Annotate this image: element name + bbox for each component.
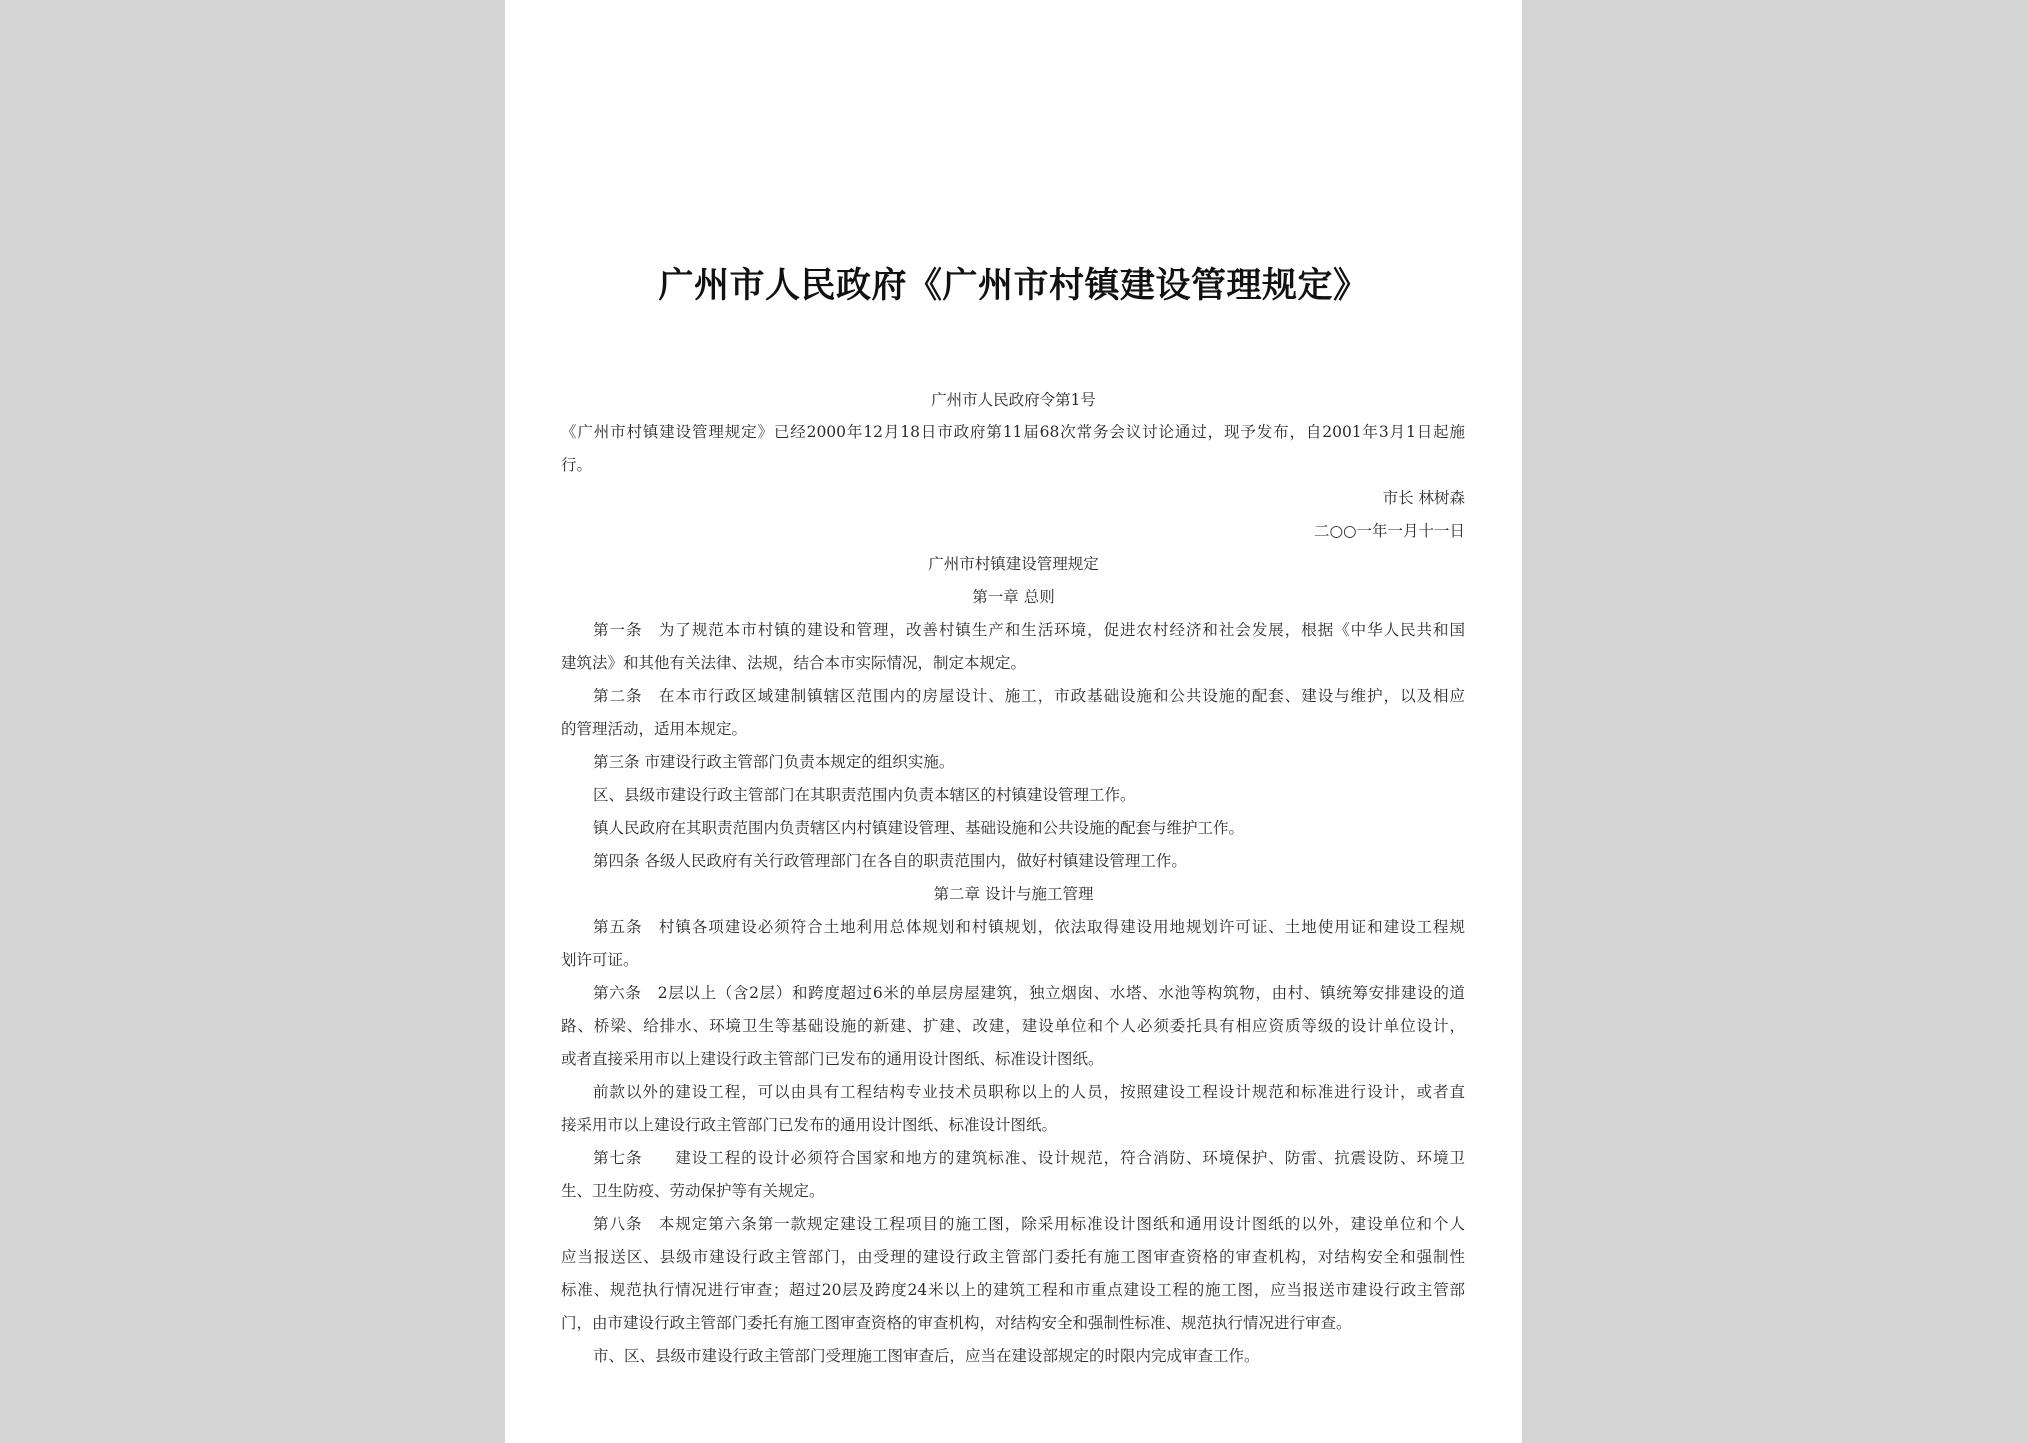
article-line: 第四条 各级人民政府有关行政管理部门在各自的职责范围内，做好村镇建设管理工作。 <box>593 852 1187 870</box>
article-line: 第五条 村镇各项建设必须符合土地利用总体规划和村镇规划，依法取得建设用地规划许可证、土地使用证和建设工程规 <box>593 918 1465 936</box>
article-line: 前款以外的建设工程，可以由具有工程结构专业技术员职称以上的人员，按照建设工程设计规范和标准进行设计，或者直 <box>593 1083 1465 1101</box>
article-line: 第七条 建设工程的设计必须符合国家和地方的建筑标准、设计规范，符合消防、环境保护、防雷、抗震设防、环境卫 <box>593 1149 1465 1167</box>
article-line: 市、区、县级市建设行政主管部门受理施工图审查后，应当在建设部规定的时限内完成审查工作。 <box>593 1347 1260 1365</box>
article-line: 划许可证。 <box>561 951 639 969</box>
article-line: 或者直接采用市以上建设行政主管部门已发布的通用设计图纸、标准设计图纸。 <box>561 1050 1104 1068</box>
article-line: 第一条 为了规范本市村镇的建设和管理，改善村镇生产和生活环境，促进农村经济和社会发展，根据《中华人民共和国 <box>593 621 1465 639</box>
article-line: 门，由市建设行政主管部门委托有施工图审查资格的审查机构，对结构安全和强制性标准、规范执行情况进行审查。 <box>561 1314 1352 1332</box>
issue-date: 二○○一年一月十一日 <box>1313 522 1465 540</box>
article-line: 的管理活动，适用本规定。 <box>561 720 748 738</box>
article-line: 接采用市以上建设行政主管部门已发布的通用设计图纸、标准设计图纸。 <box>561 1116 1058 1134</box>
article-line: 第六条 2层以上（含2层）和跨度超过6米的单层房屋建筑，独立烟囱、水塔、水池等构筑物，由村、镇统筹安排建设的道 <box>593 984 1465 1002</box>
signature: 市长 林树森 <box>1382 489 1465 507</box>
article-line: 第二条 在本市行政区域建制镇辖区范围内的房屋设计、施工，市政基础设施和公共设施的配套、建设与维护，以及相应 <box>593 687 1465 705</box>
article-line: 第八条 本规定第六条第一款规定建设工程项目的施工图，除采用标准设计图纸和通用设计图纸的以外，建设单位和个人 <box>593 1215 1465 1233</box>
article-line: 第三条 市建设行政主管部门负责本规定的组织实施。 <box>593 753 955 771</box>
article-line: 路、桥梁、给排水、环境卫生等基础设施的新建、扩建、改建，建设单位和个人必须委托具有相应资质等级的设计单位设计， <box>561 1017 1465 1035</box>
article-line: 应当报送区、县级市建设行政主管部门，由受理的建设行政主管部门委托有施工图审查资格的审查机构，对结构安全和强制性 <box>561 1248 1465 1266</box>
document-page <box>505 0 1522 1443</box>
article-line: 生、卫生防疫、劳动保护等有关规定。 <box>561 1182 825 1200</box>
preamble-line: 《广州市村镇建设管理规定》已经2000年12月18日市政府第11届68次常务会议讨论通过，现予发布，自2001年3月1日起施 <box>561 423 1465 441</box>
regulation-title: 广州市村镇建设管理规定 <box>928 555 1099 573</box>
chapter-heading: 第二章 设计与施工管理 <box>933 885 1094 903</box>
article-line: 标准、规范执行情况进行审查；超过20层及跨度24米以上的建筑工程和市重点建设工程的施工图，应当报送市建设行政主管部 <box>561 1281 1465 1299</box>
article-line: 建筑法》和其他有关法律、法规，结合本市实际情况，制定本规定。 <box>561 654 1027 672</box>
chapter-heading: 第一章 总则 <box>972 588 1055 606</box>
order-number: 广州市人民政府令第1号 <box>931 391 1096 409</box>
article-line: 区、县级市建设行政主管部门在其职责范围内负责本辖区的村镇建设管理工作。 <box>593 786 1136 804</box>
article-line: 镇人民政府在其职责范围内负责辖区内村镇建设管理、基础设施和公共设施的配套与维护工作。 <box>593 819 1245 837</box>
preamble-line: 行。 <box>561 456 593 474</box>
document-title: 广州市人民政府《广州市村镇建设管理规定》 <box>658 265 1369 306</box>
